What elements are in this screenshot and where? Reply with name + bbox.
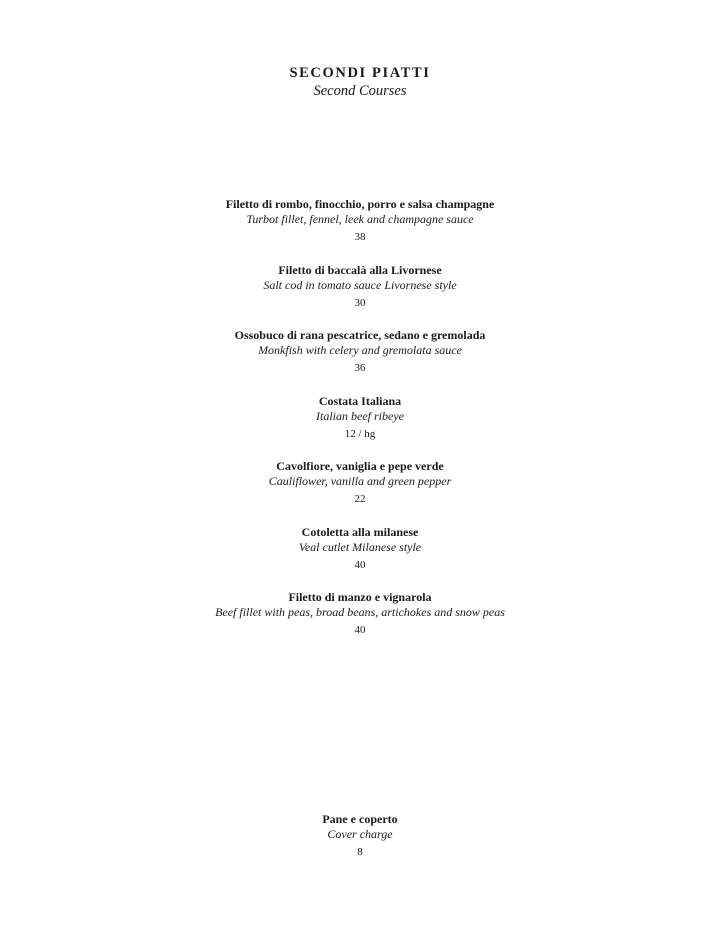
- dish-item: [0, 197, 720, 263]
- cover-charge: [0, 812, 720, 860]
- section-subtitle: Second Courses: [313, 83, 407, 99]
- dish-item: [0, 525, 720, 591]
- dish-name: Filetto di manzo e vignarola: [288, 590, 432, 604]
- dish-name: Costata Italiana: [318, 393, 402, 408]
- dish-item: [0, 328, 720, 394]
- dish-description: Monkfish with celery and gremolata sauce: [258, 343, 462, 357]
- dish-name: Ossobuco di rana pescatrice, sedano e gremolada: [234, 328, 486, 342]
- dish-price: 30: [354, 296, 366, 309]
- dish-name: Filetto di rombo, finocchio, porro e salsa champagne: [225, 197, 495, 211]
- dish-item: [0, 394, 720, 460]
- dish-item: [0, 590, 720, 656]
- dish-name: Cavolfiore, vaniglia e pepe verde: [276, 459, 444, 473]
- dish-description: Salt cod in tomato sauce Livornese style: [263, 277, 457, 292]
- dish-item: [0, 263, 720, 329]
- section-title: SECONDI PIATTI: [289, 65, 431, 81]
- dish-item: [0, 459, 720, 525]
- dish-price: 12 / hg: [344, 427, 376, 440]
- dish-description: Cauliflower, vanilla and green pepper: [268, 474, 452, 488]
- dish-description: Turbot fillet, fennel, leek and champagne sauce: [246, 212, 474, 226]
- dish-description: Beef fillet with peas, broad beans, artichokes and snow peas: [215, 605, 505, 619]
- dish-name: Cotoletta alla milanese: [301, 524, 419, 539]
- dish-price: 40: [354, 624, 366, 636]
- cover-charge-name: Pane e coperto: [322, 812, 398, 826]
- dish-price: 38: [354, 231, 366, 243]
- menu-header: [0, 64, 720, 100]
- dish-description: Veal cutlet Milanese style: [298, 539, 422, 554]
- cover-charge-description: Cover charge: [327, 827, 393, 841]
- dish-list: [0, 197, 720, 656]
- dish-description: Italian beef ribeye: [316, 408, 404, 423]
- dish-price: 36: [354, 362, 366, 374]
- cover-charge-price: 8: [357, 846, 363, 858]
- dish-price: 40: [354, 558, 366, 571]
- dish-price: 22: [354, 493, 366, 505]
- dish-name: Filetto di baccalà alla Livornese: [278, 262, 442, 277]
